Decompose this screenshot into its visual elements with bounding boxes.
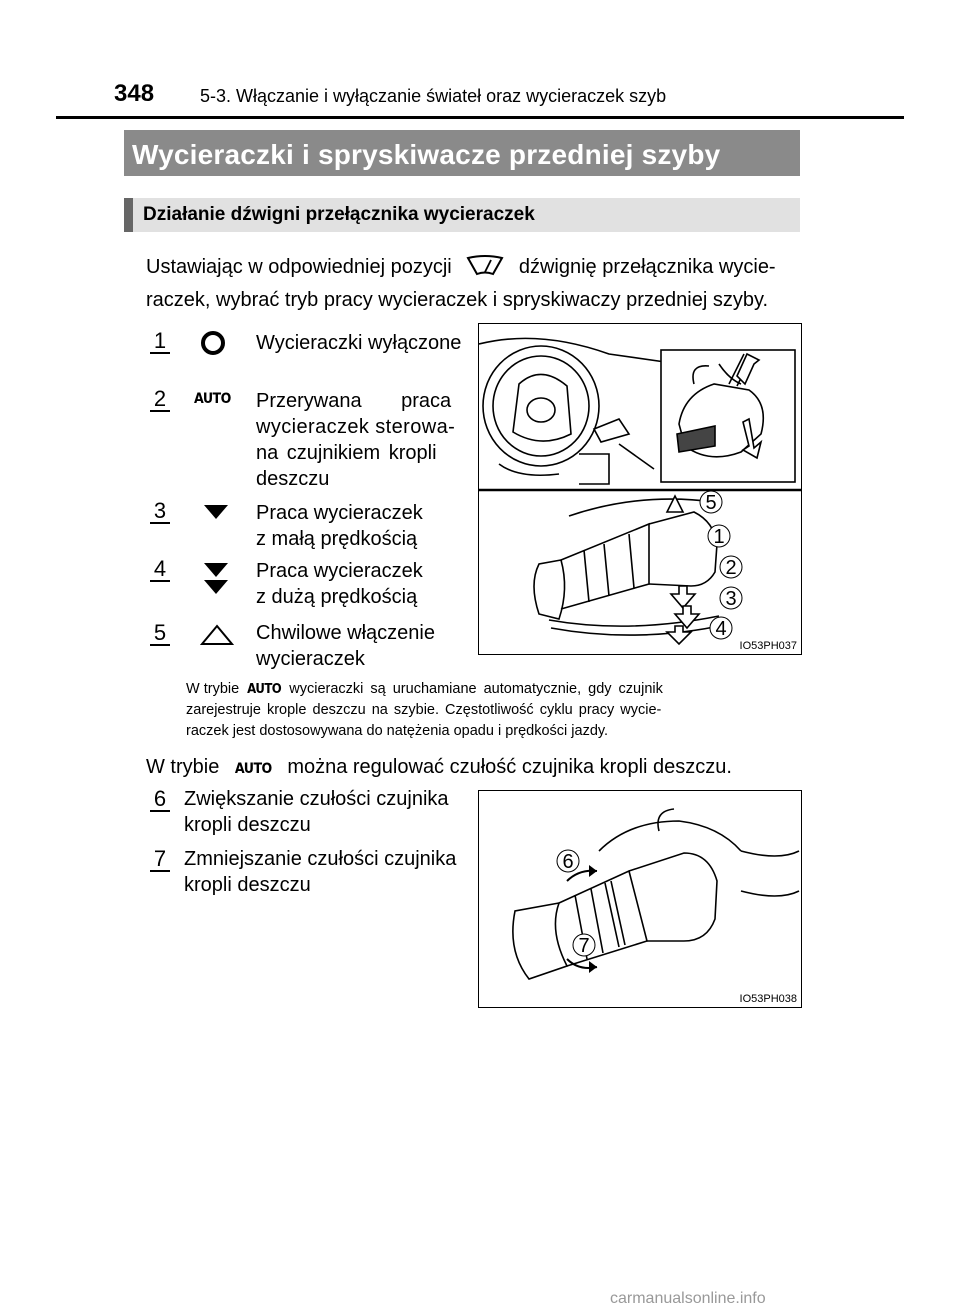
subsection-title: Działanie dźwigni przełącznika wycieraczek — [143, 204, 535, 225]
item-number-7: 7 — [150, 846, 170, 872]
auto-mode-icon: AUTO — [247, 682, 282, 697]
mode-4-line-1: Praca wycieraczek — [256, 560, 423, 582]
mode-3-line-2: z małą prędkością — [256, 528, 418, 550]
sens-item-6-text — [184, 786, 449, 838]
mode-1-text: Wycieraczki wyłączone — [256, 332, 462, 354]
sens-item-7-line-1: Zmniejszanie czułości czujnika — [184, 848, 457, 870]
wiper-off-circle-icon — [200, 330, 226, 356]
sens-item-7-line-2: kropli deszczu — [184, 874, 311, 896]
intro-line-1: Ustawiając w odpowiedniej pozycji dźwignię przełącznika wycie- — [146, 256, 776, 278]
mode-5-line-2: wycieraczek — [256, 648, 365, 670]
mode-2-line-2: wycieraczek sterowa- — [256, 416, 456, 438]
wiper-mist-triangle-outline-icon — [200, 624, 234, 646]
item-number-5: 5 — [150, 620, 170, 646]
mode-2-line-1: Przerywana praca — [256, 390, 452, 412]
arrow-high — [675, 606, 699, 628]
note-line-2: zarejestruje krople deszczu na szybie. Częstotliwość cyklu pracy wycie- — [186, 702, 662, 718]
mode-3-line-1: Praca wycieraczek — [256, 502, 423, 524]
sens-item-6-line-1: Zwiększanie czułości czujnika — [184, 788, 449, 810]
sens-item-7-text — [184, 846, 456, 898]
section-title-band — [124, 130, 800, 176]
windshield-wiper-icon — [465, 255, 505, 277]
callout-1: 1 — [713, 526, 725, 548]
mode-4-line-2: z dużą prędkością — [256, 586, 418, 608]
wiper-low-speed-triangle-icon — [203, 504, 229, 520]
mode-2-text — [256, 388, 462, 492]
mode-5-line-1: Chwilowe włączenie — [256, 622, 435, 644]
mode-2-line-1-wrap — [256, 388, 462, 414]
running-title: 5-3. Włączanie i wyłączanie świateł oraz wycieraczek szyb — [200, 86, 667, 106]
wiper-lever-illustration — [479, 324, 801, 654]
callout-2: 2 — [725, 557, 737, 579]
intro-line-2: raczek, wybrać tryb pracy wycieraczek i spryskiwaczy przedniej szyby. — [146, 289, 769, 311]
callout-6: 6 — [562, 851, 574, 873]
mode-5-text — [256, 620, 435, 672]
wiper-high-speed-double-triangle-icon — [203, 562, 229, 596]
item-number-2: 2 — [150, 386, 170, 412]
arrow-low — [671, 586, 695, 608]
page-number: 348 — [114, 80, 155, 107]
figure-2-code: IO53PH038 — [739, 993, 797, 1005]
sens-item-6-line-2: kropli deszczu — [184, 814, 311, 836]
note-line-1: W trybie AUTO wycieraczki są uruchamiane automatycznie, gdy czujnik — [186, 679, 800, 700]
mode-2-line-4: deszczu — [256, 468, 330, 490]
auto-mode-icon: AUTO — [194, 391, 231, 407]
mode-2-line-3: na czujnikiem kropli — [256, 442, 437, 464]
item-number-4: 4 — [150, 556, 170, 582]
callout-3: 3 — [725, 588, 737, 610]
callout-4: 4 — [715, 618, 727, 640]
auto-mode-icon: AUTO — [234, 761, 272, 777]
mode-4-text — [256, 558, 423, 610]
sensitivity-line: W trybie AUTO można regulować czułość czujnika kropli deszczu. — [146, 756, 732, 778]
sensitivity-ring-illustration — [479, 791, 801, 1007]
header-rule — [56, 116, 904, 119]
figure-sensitivity-ring — [478, 790, 802, 1008]
note-line-3: raczek jest dostosowywana do natężenia opadu i prędkości jazdy. — [186, 723, 609, 739]
item-number-1: 1 — [150, 328, 170, 354]
mode-3-text — [256, 500, 423, 552]
figure-1-code: IO53PH037 — [739, 640, 797, 652]
watermark: carmanualsonline.info — [610, 1290, 766, 1307]
item-number-6: 6 — [150, 786, 170, 812]
callout-7: 7 — [578, 935, 590, 957]
auto-mode-note — [186, 679, 800, 742]
figure-wiper-lever — [478, 323, 802, 655]
callout-5: 5 — [705, 492, 717, 514]
subsection-title-band — [124, 198, 800, 232]
item-number-3: 3 — [150, 498, 170, 524]
section-title: Wycieraczki i spryskiwacze przedniej szyby — [132, 139, 721, 170]
